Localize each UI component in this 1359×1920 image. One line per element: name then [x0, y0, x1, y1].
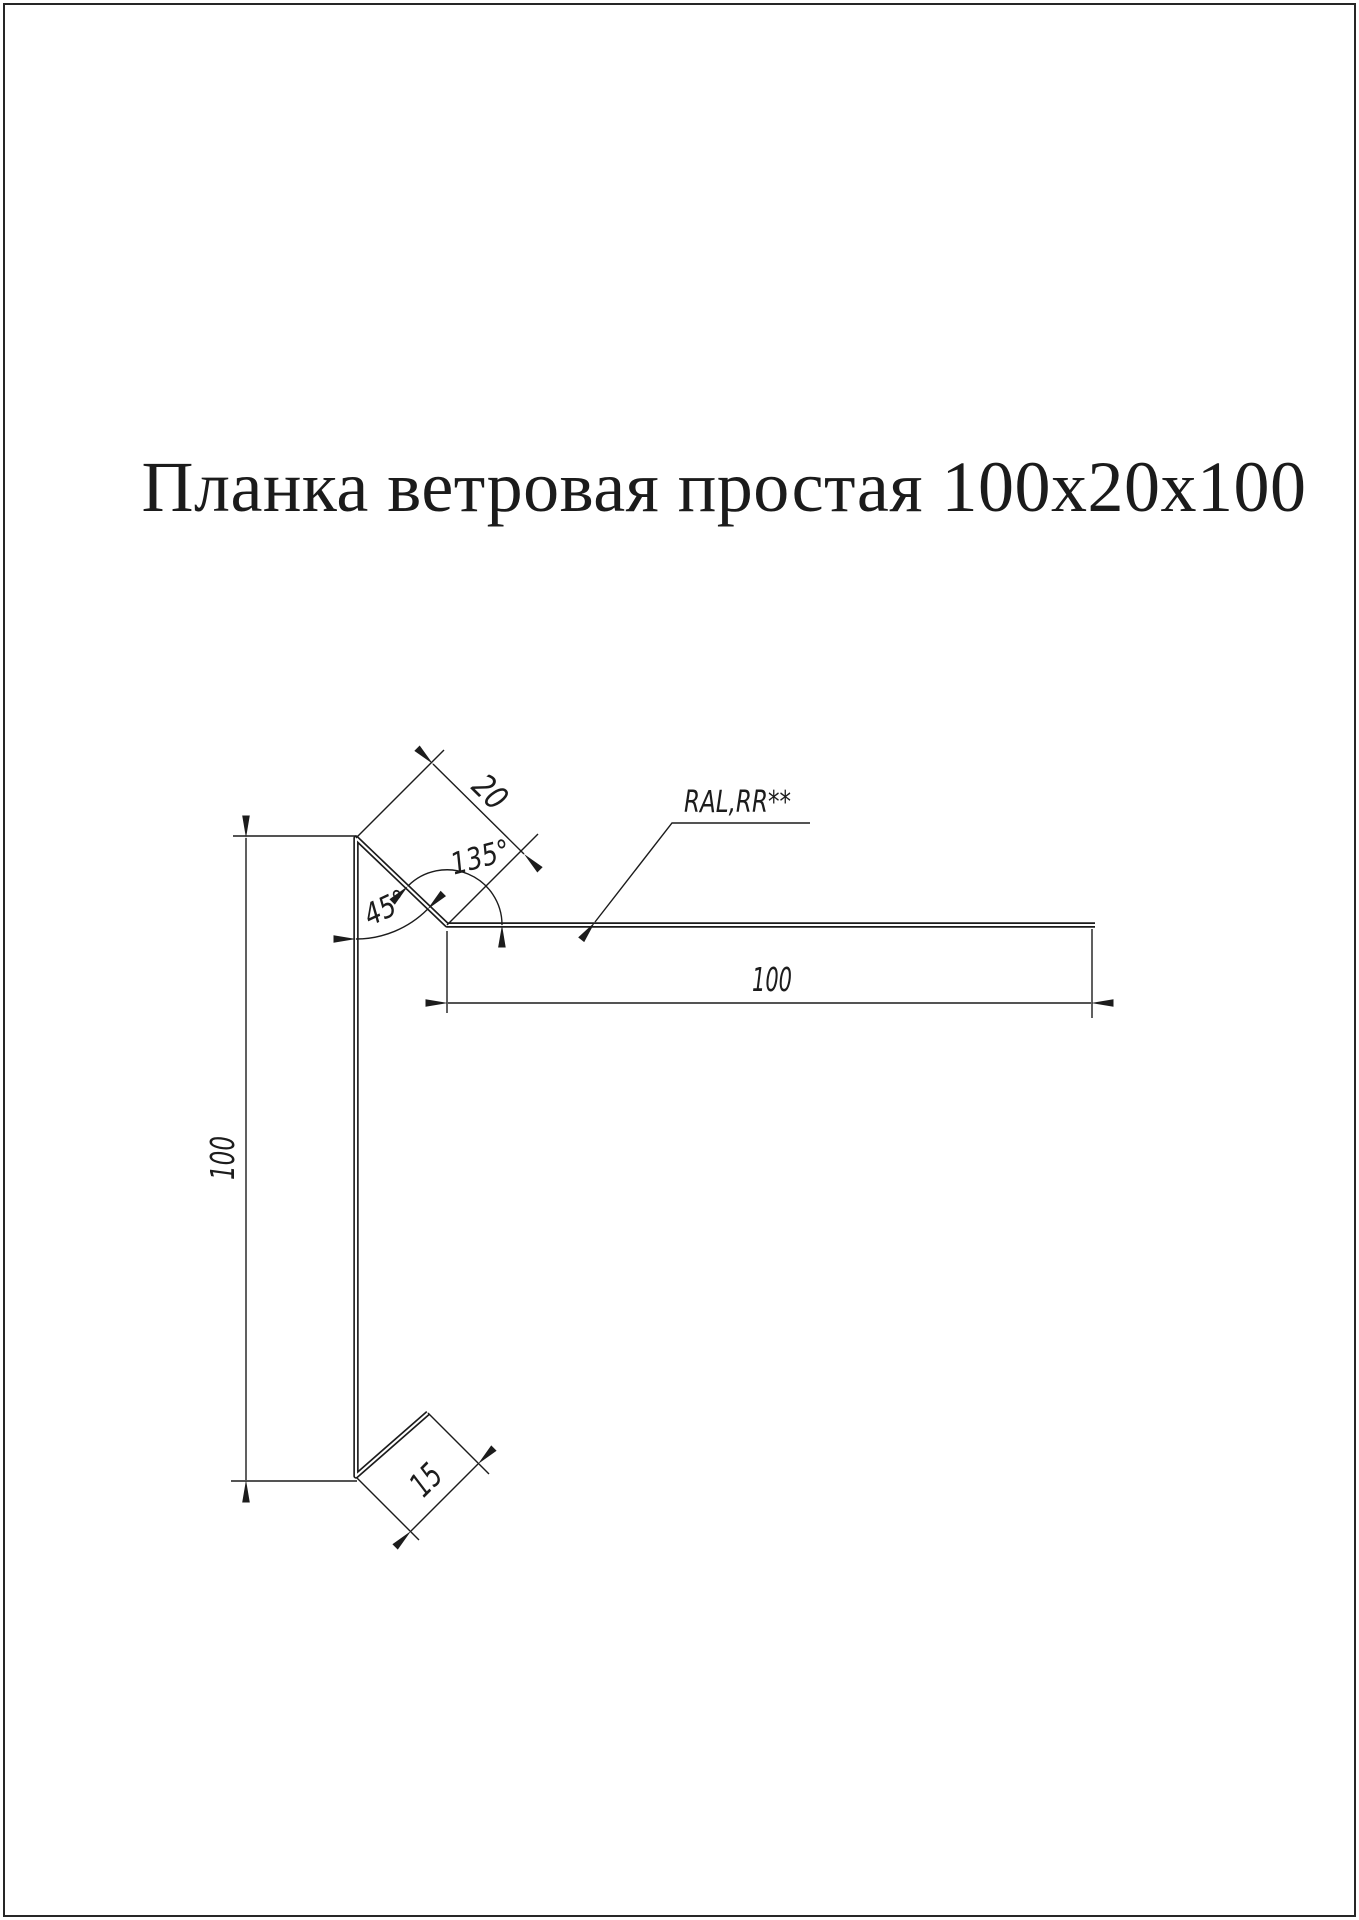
drawing-title: Планка ветровая простая 100x20x100 [141, 447, 1307, 527]
dim-label-15: 15 [401, 1446, 459, 1505]
coating-leader-line [595, 823, 810, 922]
dim-label-horizontal-100: 100 [752, 960, 792, 999]
profile-outer-line [356, 838, 1095, 1476]
dimension-labels [203, 766, 792, 1504]
dim-label-20: 20 [464, 766, 522, 824]
angle-label-135: 135° [447, 829, 526, 883]
dim-label-vertical-100: 100 [203, 1117, 242, 1180]
profile-core-line [356, 838, 1095, 1476]
profile-outline [356, 838, 1095, 1476]
extension-line-dim15-upper [428, 1413, 489, 1474]
angle-label-45: 45° [358, 879, 422, 934]
coating-label: RAL,RR** [684, 785, 791, 820]
dimension-lines [231, 750, 1092, 1540]
extension-line-dim20-upper [356, 750, 444, 838]
extension-line-dim15-lower [357, 1478, 419, 1540]
